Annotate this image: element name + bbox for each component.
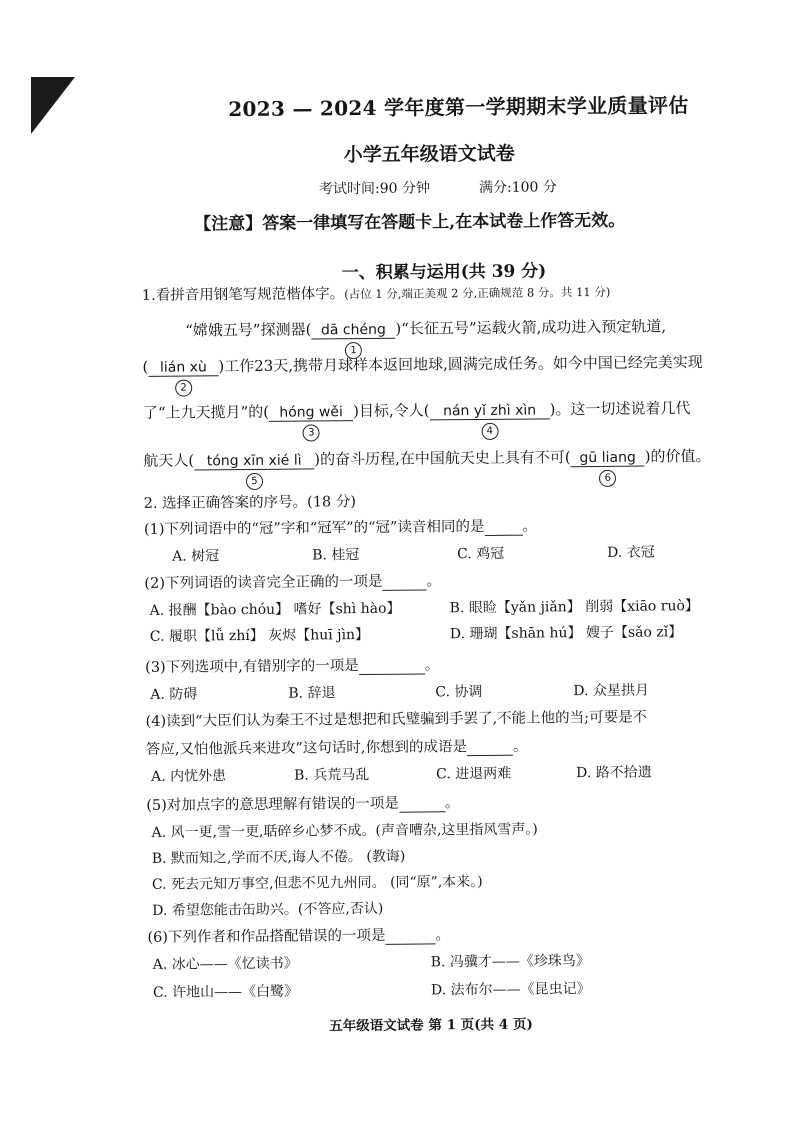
q2-4-option-d: D. 路不拾遗 [575,764,652,782]
q2-6-option-b: B. 冯骥才——《珍珠鸟》 [430,953,590,971]
q2-6-option-d: D. 法布尔——《昆虫记》 [430,981,591,999]
q1-line-4: 航天人( tóng xīn xié lì 5 )的奋斗历程,在中国航天史上具有不可( gū liang 6 )的价值。 [143,445,710,471]
q2-1-option-d: D. 衣冠 [607,544,655,561]
question-1-stem: 1.看拼音用钢笔写规范楷体字。(占位 1 分,端正美观 2 分,正确规范 8 分。共 11 分) [141,284,611,304]
q2-6-option-c: C. 许地山——《白鹭》 [152,983,299,1001]
answer-blank [385,927,435,944]
pinyin-blank-2: lián xù 2 [148,359,218,377]
pinyin-blank-1: dā chéng 1 [311,322,395,340]
page-footer: 五年级语文试卷 第 1 页(共 4 页) [329,1016,533,1035]
q2-6-option-a: A. 冰心——《忆读书》 [152,955,298,973]
answer-blank [359,657,425,675]
q2-4-option-a: A. 内忧外患 [151,768,227,785]
pinyin-blank-6: gū liang 6 [571,450,645,468]
q2-3-option-c: C. 协调 [435,683,483,701]
q2-3-stem: (3)下列选项中,有错别字的一项是 。 [145,657,440,676]
q2-5-option-a: A. 风一更,雪一更,聒碎乡心梦不成。(声音嘈杂,这里指风雪声。) [151,821,538,841]
q2-2-stem: (2)下列词语的读音完全正确的一项是 。 [144,573,442,592]
q1-line-3: 了“上九天揽月”的( hóng wěi 3 )目标,令人( nán yǐ zhì xìn 4 )。这一切述说着几代 [143,397,691,423]
q2-6-stem: (6)下列作者和作品搭配错误的一项是 。 [147,927,451,946]
q2-4-option-c: C. 进退两难 [436,765,512,783]
pinyin-blank-4: nán yǐ zhì xìn 4 [430,402,550,420]
answer-blank [484,519,522,536]
blank-number-6: 6 [599,470,616,487]
pinyin-blank-3: hóng wěi 3 [269,404,353,422]
blank-number-5: 5 [246,473,263,490]
q2-1-option-a: A. 树冠 [172,548,220,565]
q2-2-option-c: C. 履职【lǚ zhí】 灰烬【huī jìn】 [149,626,370,645]
exam-notice: 【注意】答案一律填写在答题卡上,在本试卷上作答无效。 [194,210,626,235]
exam-time: 考试时间:90 分钟 [318,180,431,198]
blank-number-1: 1 [345,342,362,359]
q2-5-stem: (5)对加点字的意思理解有错误的一项是 。 [146,795,460,814]
q1-line-1: “嫦娥五号”探测器( dā chéng 1 )“长征五号”运载火箭,成功进入预定轨道, [185,315,666,340]
q2-1-option-b: B. 桂冠 [312,547,360,564]
pinyin-blank-5: tóng xīn xié lì 5 [194,452,314,470]
q2-2-option-a: A. 报酬【bào chóu】 嗜好【shì hào】 [149,600,401,619]
scan-corner-mark [31,77,75,134]
blank-number-4: 4 [481,423,498,440]
q2-5-option-c: C. 死去元知万事空,但悲不见九州同。 (同“原”,本来。) [151,873,483,893]
answer-blank [399,795,445,812]
q2-1-stem: (1)下列词语中的“冠”字和“冠军”的“冠”读音相同的是 。 [143,518,537,538]
exam-score: 满分:100 分 [478,179,557,196]
exam-subtitle: 小学五年级语文试卷 [343,142,515,167]
q2-5-option-b: B. 默而知之,学而不厌,诲人不倦。 (教诲) [151,848,406,867]
q2-4-option-b: B. 兵荒马乱 [294,766,370,784]
section-title: 一、积累与运用(共 39 分) [341,261,547,284]
q2-4-stem-line2: 答应,又怕他派兵来进攻”这句话时,你想到的成语是 。 [145,738,528,758]
q2-3-option-a: A. 防碍 [150,686,198,703]
q2-2-option-b: B. 眼睑【yǎn jiǎn】 削弱【xiāo ruò】 [449,598,699,617]
blank-number-3: 3 [303,424,320,441]
q2-1-option-c: C. 鸡冠 [457,545,505,563]
exam-title: 2023 — 2024 学年度第一学期期末学业质量评估 [228,93,689,122]
q2-3-option-d: D. 众星拱月 [573,682,650,700]
q2-4-stem-line1: (4)读到“大臣们认为秦王不过是想把和氏璧骗到手罢了,不能上他的当;可要是不 [145,709,648,730]
question-2-stem: 2. 选择正确答案的序号。(18 分) [143,494,357,512]
answer-blank [467,739,513,756]
blank-number-2: 2 [175,379,192,396]
q2-3-option-b: B. 辞退 [288,685,336,702]
q2-2-option-d: D. 珊瑚【shān hú】 嫂子【sǎo zǐ】 [449,624,683,643]
exam-page [133,75,757,1035]
q2-5-option-d: D. 希望您能击缶助兴。(不答应,否认) [152,900,384,919]
answer-blank [382,573,426,590]
q1-line-2: ( lián xù 2 )工作23天,携带月球样本返回地球,圆满完成任务。如今中国已经完美实现 [142,351,703,377]
